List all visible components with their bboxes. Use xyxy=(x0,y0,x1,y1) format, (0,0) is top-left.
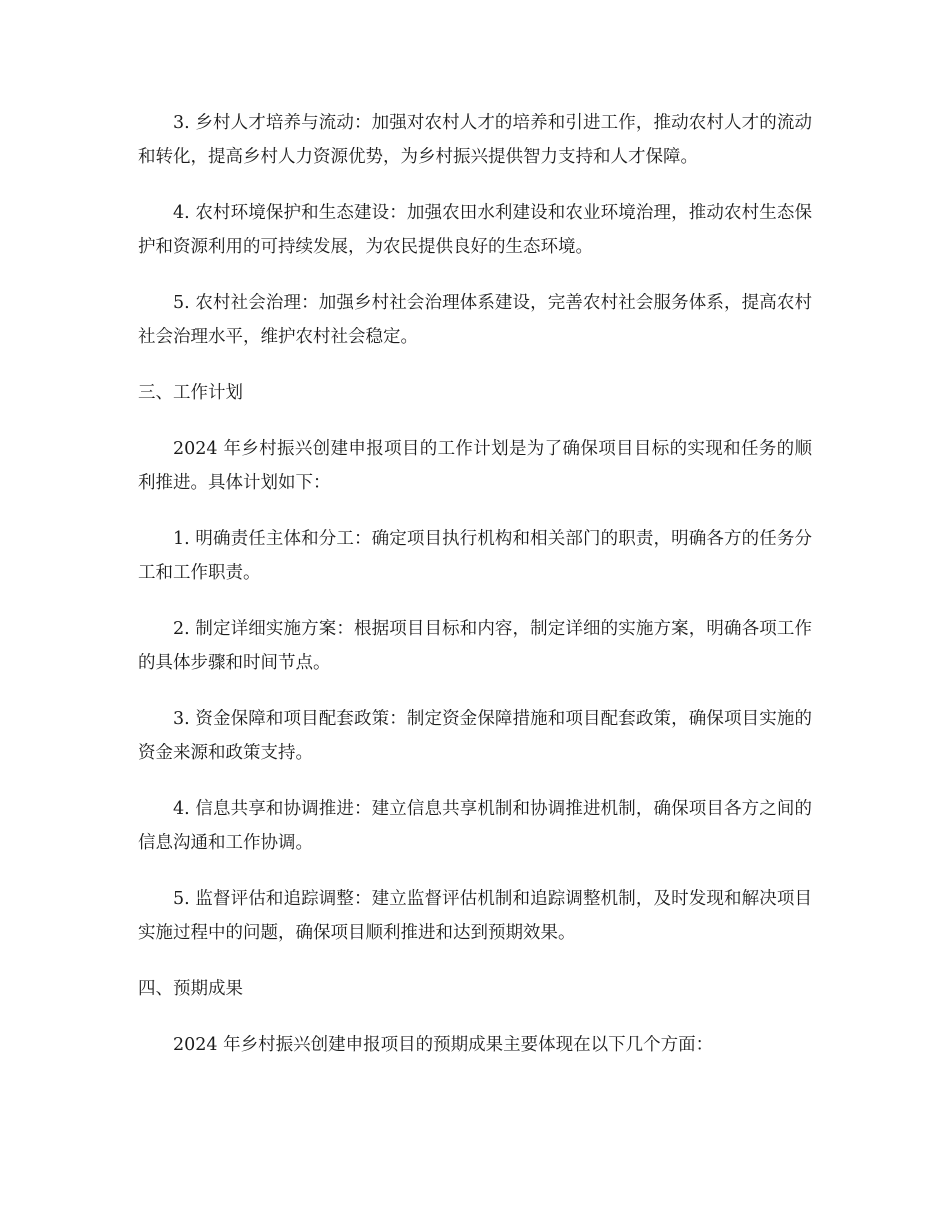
paragraph-plan-item-2: 2. 制定详细实施方案：根据项目目标和内容，制定详细的实施方案，明确各项工作的具体步骤和时间节点。 xyxy=(138,619,812,673)
section-heading-work-plan: 三、工作计划 xyxy=(138,383,243,403)
section-heading-expected-results: 四、预期成果 xyxy=(138,979,243,999)
paragraph-plan-item-3: 3. 资金保障和项目配套政策：制定资金保障措施和项目配套政策，确保项目实施的资金来源和政策支持。 xyxy=(138,709,812,763)
paragraph-plan-item-1: 1. 明确责任主体和分工：确定项目执行机构和相关部门的职责，明确各方的任务分工和工作职责。 xyxy=(138,529,812,583)
paragraph-social-governance: 5. 农村社会治理：加强乡村社会治理体系建设，完善农村社会服务体系，提高农村社会治理水平，维护农村社会稳定。 xyxy=(138,293,812,347)
paragraph-expected-results-intro: 2024 年乡村振兴创建申报项目的预期成果主要体现在以下几个方面： xyxy=(173,1035,714,1055)
paragraph-talent-flow: 3. 乡村人才培养与流动：加强对农村人才的培养和引进工作，推动农村人才的流动和转化，提高乡村人力资源优势，为乡村振兴提供智力支持和人才保障。 xyxy=(138,113,812,167)
paragraph-environment: 4. 农村环境保护和生态建设：加强农田水利建设和农业环境治理，推动农村生态保护和资源利用的可持续发展，为农民提供良好的生态环境。 xyxy=(138,203,812,257)
paragraph-work-plan-intro: 2024 年乡村振兴创建申报项目的工作计划是为了确保项目目标的实现和任务的顺利推进。具体计划如下： xyxy=(138,439,812,493)
paragraph-plan-item-5: 5. 监督评估和追踪调整：建立监督评估机制和追踪调整机制，及时发现和解决项目实施过程中的问题，确保项目顺利推进和达到预期效果。 xyxy=(138,889,812,943)
paragraph-plan-item-4: 4. 信息共享和协调推进：建立信息共享机制和协调推进机制，确保项目各方之间的信息沟通和工作协调。 xyxy=(138,799,812,853)
